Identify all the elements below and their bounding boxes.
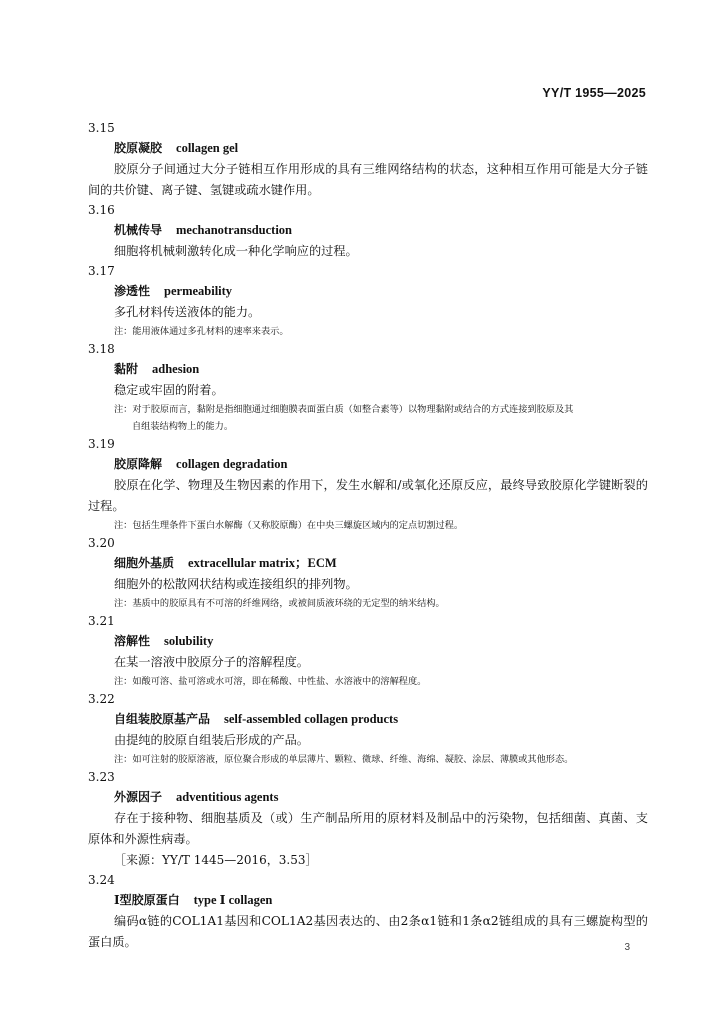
term-en: mechanotransduction	[176, 223, 292, 237]
entry-definition: 胶原分子间通过大分子链相互作用形成的具有三维网络结构的状态，这种相互作用可能是大分子链间的共价键、离子键、氢键或疏水键作用。	[88, 162, 648, 197]
entry-definition: 胶原在化学、物理及生物因素的作用下，发生水解和/或氧化还原反应，最终导致胶原化学键断裂的过程。	[88, 478, 648, 513]
entry-definition: 编码α链的COL1A1基因和COL1A2基因表达的、由2条α1链和1条α2链组成的具有三螺旋构型的蛋白质。	[88, 914, 648, 949]
page-number: 3	[624, 942, 630, 953]
entry-number: 3.20	[88, 536, 115, 550]
entry-definition: 多孔材料传送液体的能力。	[114, 305, 261, 319]
term-en: extracellular matrix；ECM	[188, 556, 337, 570]
term-zh: 胶原降解	[114, 457, 163, 471]
entry-number: 3.18	[88, 342, 115, 356]
entry-note-continuation: 自组装结构物上的能力。	[132, 421, 234, 432]
term-entry-3-17	[88, 262, 648, 340]
term-zh: Ⅰ型胶原蛋白	[114, 893, 180, 907]
entry-number: 3.19	[88, 437, 115, 451]
entry-number: 3.22	[88, 692, 115, 706]
entry-term	[88, 359, 648, 380]
entry-definition: 细胞将机械刺激转化成一种化学响应的过程。	[114, 244, 358, 258]
entry-definition: 存在于接种物、细胞基质及（或）生产制品所用的原材料及制品中的污染物，包括细菌、真菌、支原体和外源性病毒。	[88, 811, 648, 846]
term-entry-3-18	[88, 340, 648, 435]
term-en: collagen degradation	[176, 457, 288, 471]
entry-term	[88, 787, 648, 808]
term-en: self-assembled collagen products	[224, 712, 399, 726]
term-zh: 自组装胶原基产品	[114, 712, 211, 726]
term-en: permeability	[164, 284, 233, 298]
term-zh: 细胞外基质	[114, 556, 175, 570]
term-entry-3-20	[88, 534, 648, 612]
entry-term	[88, 281, 648, 302]
entry-definition: 细胞外的松散网状结构或连接组织的排列物。	[114, 577, 358, 591]
entry-number: 3.16	[88, 203, 115, 217]
entry-term	[88, 709, 648, 730]
entry-term	[88, 890, 648, 911]
term-en: collagen gel	[176, 141, 239, 155]
entry-term	[88, 138, 648, 159]
term-entry-3-23	[88, 768, 648, 871]
term-en: type Ⅰ collagen	[193, 893, 273, 907]
entry-note: 注：如酸可溶、盐可溶或水可溶，即在稀酸、中性盐、水溶液中的溶解程度。	[114, 676, 427, 687]
term-entry-3-19	[88, 435, 648, 534]
entry-term	[88, 553, 648, 574]
entry-definition: 稳定或牢固的附着。	[114, 383, 224, 397]
entry-note: 注：如可注射的胶原溶液，原位聚合形成的单层薄片、颗粒、微球、纤维、海绵、凝胶、涂层、薄膜或其他形态。	[114, 754, 574, 765]
entry-definition: 在某一溶液中胶原分子的溶解程度。	[114, 655, 309, 669]
term-zh: 外源因子	[114, 790, 163, 804]
term-entry-3-22	[88, 690, 648, 768]
entry-number: 3.15	[88, 121, 115, 135]
entry-source: ［来源：YY/T 1445—2016，3.53］	[114, 853, 318, 867]
entry-term	[88, 454, 648, 475]
term-zh: 胶原凝胶	[114, 141, 163, 155]
term-entry-3-15	[88, 119, 648, 201]
term-entry-3-16	[88, 201, 648, 262]
entry-number: 3.21	[88, 614, 115, 628]
standard-code: YY/T 1955—2025	[542, 86, 646, 100]
term-zh: 渗透性	[114, 284, 151, 298]
term-entry-3-21	[88, 612, 648, 690]
entry-term	[88, 631, 648, 652]
entry-note: 注：包括生理条件下蛋白水解酶（又称胶原酶）在中央三螺旋区域内的定点切割过程。	[114, 520, 464, 531]
entry-note: 注：基质中的胶原具有不可溶的纤维网络，或被间质液环绕的无定型的纳米结构。	[114, 598, 445, 609]
entry-number: 3.17	[88, 264, 115, 278]
term-zh: 机械传导	[114, 223, 163, 237]
entry-term	[88, 220, 648, 241]
entry-note: 注：能用液体通过多孔材料的速率来表示。	[114, 326, 289, 337]
term-zh: 黏附	[114, 362, 139, 376]
term-en: adventitious agents	[176, 790, 279, 804]
entry-definition: 由提纯的胶原自组装后形成的产品。	[114, 733, 309, 747]
term-en: adhesion	[152, 362, 200, 376]
entry-number: 3.23	[88, 770, 115, 784]
terms-list	[88, 119, 648, 953]
term-zh: 溶解性	[114, 634, 151, 648]
term-entry-3-24	[88, 871, 648, 953]
entry-note: 注：对于胶原而言，黏附是指细胞通过细胞膜表面蛋白质（如整合素等）以物理黏附或结合的方式连接到胶原及其	[114, 404, 574, 415]
term-en: solubility	[164, 634, 214, 648]
entry-number: 3.24	[88, 873, 115, 887]
